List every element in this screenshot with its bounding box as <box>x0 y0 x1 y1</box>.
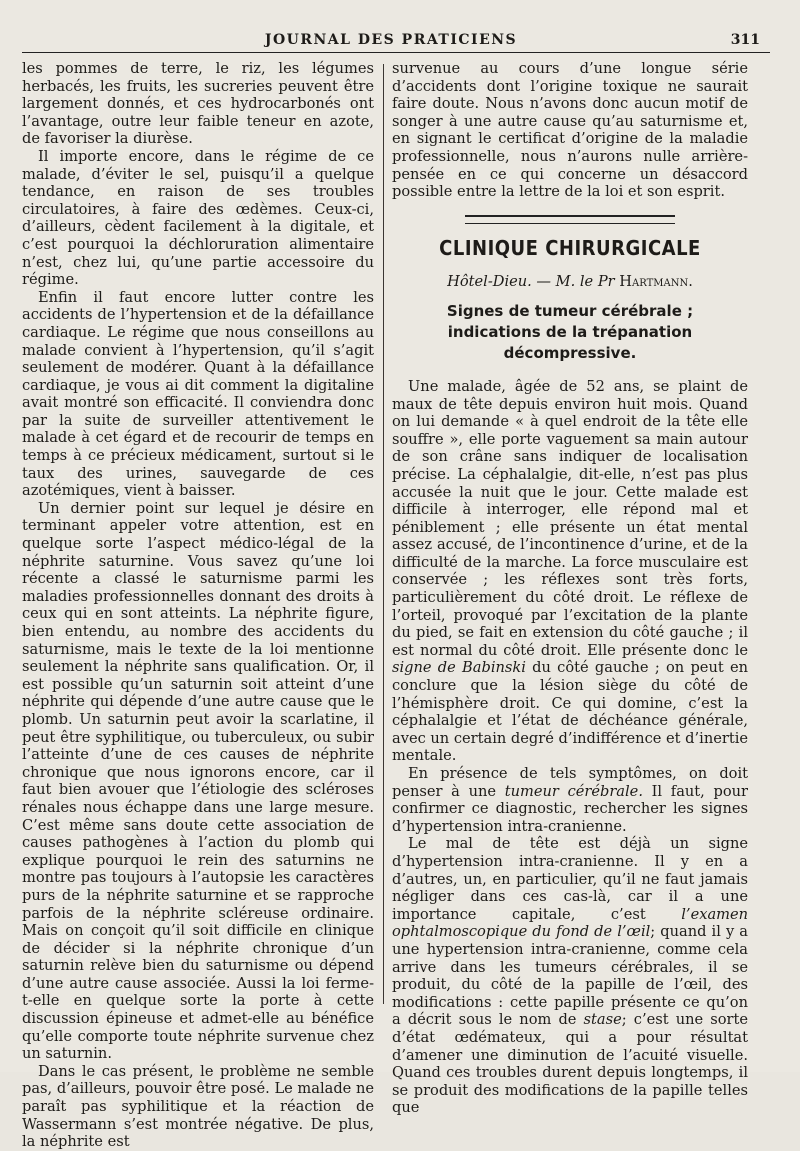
paragraph: Le mal de tête est déjà un signe d’hypertension intra-cranienne. Il y en a d’autres, un, en particulier, qu’il ne faut jamais négliger dans ces cas-là, car il a une importance capitale, c’est l’examen ophtalmoscopique du fond de l’œil; quand il y a une hypertension intra-cranienne, comme cela arrive dans les tumeurs cérébrales, il se produit, du côté de la papille de l’œil, des modifications : cette papille présente ce qu’on a décrit sous le nom de stase; c’est une sorte d’état œdémateux, qui a pour résultat d’amener une diminution de l’acuité visuelle. Quand ces troubles durent depuis longtemps, il se produit des modifications de la papille telles que <box>392 835 749 1117</box>
section-separator <box>465 215 675 224</box>
column-divider <box>383 64 384 1004</box>
section-title: CLINIQUE CHIRURGICALE <box>439 235 701 260</box>
paragraph: Une malade, âgée de 52 ans, se plaint de maux de tête depuis environ huit mois. Quand on lui demande « à quel endroit de la tête elle souffre », elle porte vaguement sa main autour de son crâne sans indiquer de localisation précise. La céphalalgie, dit-elle, n’est pas plus accusée la nuit que le jour. Cette malade est difficile à interroger, elle répond mal et péniblement ; elle présente un état mental assez accusé, de l’incontinence d’urine, et de la difficulté de la marche. La force musculaire est conservée ; les réflexes sont très forts, particulièrement du côté droit. Le réflexe de l’orteil, provoqué par l’excitation de la plante du pied, se fait en extension du côté gauche ; il est normal du côté droit. Elle présente donc le signe de Babinski du côté gauche ; on peut en conclure que la lésion siège du côté de l’hémisphère droit. Ce qui domine, c’est la céphalalgie et l’état de déchéance générale, avec un certain degré d’indifférence et d’inertie mentale. <box>392 377 749 765</box>
emphasis: tumeur cérébrale. <box>504 782 643 800</box>
byline-place: Hôtel-Dieu. <box>447 273 532 291</box>
running-header <box>22 30 760 52</box>
emphasis: stase <box>583 1011 622 1029</box>
subtitle-line: Signes de tumeur cérébrale ; <box>446 301 694 320</box>
paragraph: En présence de tels symptômes, on doit penser à une tumeur cérébrale. Il faut, pour confirmer ce diagnostic, rechercher les signes d’hypertension intra-cranienne. <box>392 765 749 835</box>
paragraph: Il importe encore, dans le régime de ce malade, d’éviter le sel, puisqu’il a quelque tendance, en raison de ses troubles circulatoires, à faire des œdèmes. Ceux-ci, d’ailleurs, cèdent facilement à la digitale, et c’est pourquoi la déchloruration alimentaire n’est, chez lui, qu’une partie accessoire du régime. <box>22 147 374 289</box>
emphasis: l’examen ophtalmoscopique du fond de l’œil <box>392 905 749 941</box>
emphasis: signe de Babinski <box>392 659 526 677</box>
page-number: 311 <box>730 32 760 48</box>
byline <box>392 273 748 291</box>
paragraph: Dans le cas présent, le problème ne semble pas, d’ailleurs, pouvoir être posé. Le malade ne paraît pas syphilitique et la réaction de Wassermann s’est montrée négative. De plus, la néphrite est <box>22 1062 374 1151</box>
right-column <box>392 60 748 1117</box>
paragraph: Un dernier point sur lequel je désire en terminant appeler votre attention, est en quelque sorte l’aspect médico-légal de la néphrite saturnine. Vous savez qu’une loi récente a classé le saturnisme parmi les maladies professionnelles donnant des droits à ceux qui en sont atteints. La néphrite figure, bien entendu, au nombre des accidents du saturnisme, mais le texte de la loi mentionne seulement la néphrite sans qualification. Or, il est possible qu’un saturnin soit atteint d’une néphrite qui dépende d’une autre cause que le plomb. Un saturnin peut avoir la scarlatine, il peut être syphilitique, ou tuberculeux, ou subir l’atteinte d’une de ces causes de néphrite chronique que nous ignorons encore, car il faut bien avouer que l’étiologie des scléroses rénales nous échappe dans une large mesure. C’est même sans doute cette association de causes pathogènes à l’action du plomb qui explique pourquoi le rein des saturnins ne montre pas toujours à l’autopsie les caractères purs de la néphrite saturnine et se rapproche parfois de la néphrite scléreuse ordinaire. Mais on conçoit qu’il soit difficile en clinique de décider si la néphrite chronique d’un saturnin relève bien du saturnisme ou dépend d’une autre cause associée. Aussi la loi ferme-t-elle en quelque sorte la porte à cette discussion épineuse et admet-elle au bénéfice qu’elle comporte toute néphrite survenue chez un saturnin. <box>22 499 374 1063</box>
paragraph: Enfin il faut encore lutter contre les accidents de l’hypertension et de la défaillance cardiaque. Le régime que nous conseillons au malade convient à l’hypertension, qu’il s’agit seulement de modérer. Quant à la défaillance cardiaque, je vous ai dit comment la digitaline avait montré son efficacité. Il conviendra donc par la suite de surveiller attentivement le malade à cet égard et de recourir de temps en temps à ce précieux médicament, surtout si le taux des urines, sauvegarde de ces azotémiques, vient à baisser. <box>22 288 374 500</box>
paragraph: survenue au cours d’une longue série d’accidents dont l’origine toxique ne saurait faire doute. Nous n’avons donc aucun motif de songer à une autre cause qu’au saturnisme et, en signant le certificat d’origine de la maladie professionnelle, nous n’aurons nulle arrière-pensée en ce qui concerne un désaccord possible entre la lettre de la loi et son esprit. <box>392 60 748 201</box>
subtitle-line: indications de la trépanation décompressive. <box>447 322 693 362</box>
article-subtitle <box>392 301 748 364</box>
byline-dash: — M. le Pr <box>531 273 620 291</box>
paragraph: les pommes de terre, le riz, les légumes herbacés, les fruits, les sucreries peuvent être largement donnés, et ces hydrocarbonés ont l’avantage, outre leur faible teneur en azote, de favoriser la diurèse. <box>22 60 374 148</box>
byline-name: Hartmann. <box>619 273 693 291</box>
journal-title: JOURNAL DES PRATICIENS <box>264 32 518 48</box>
left-column <box>22 60 374 1151</box>
header-rule <box>22 52 770 53</box>
